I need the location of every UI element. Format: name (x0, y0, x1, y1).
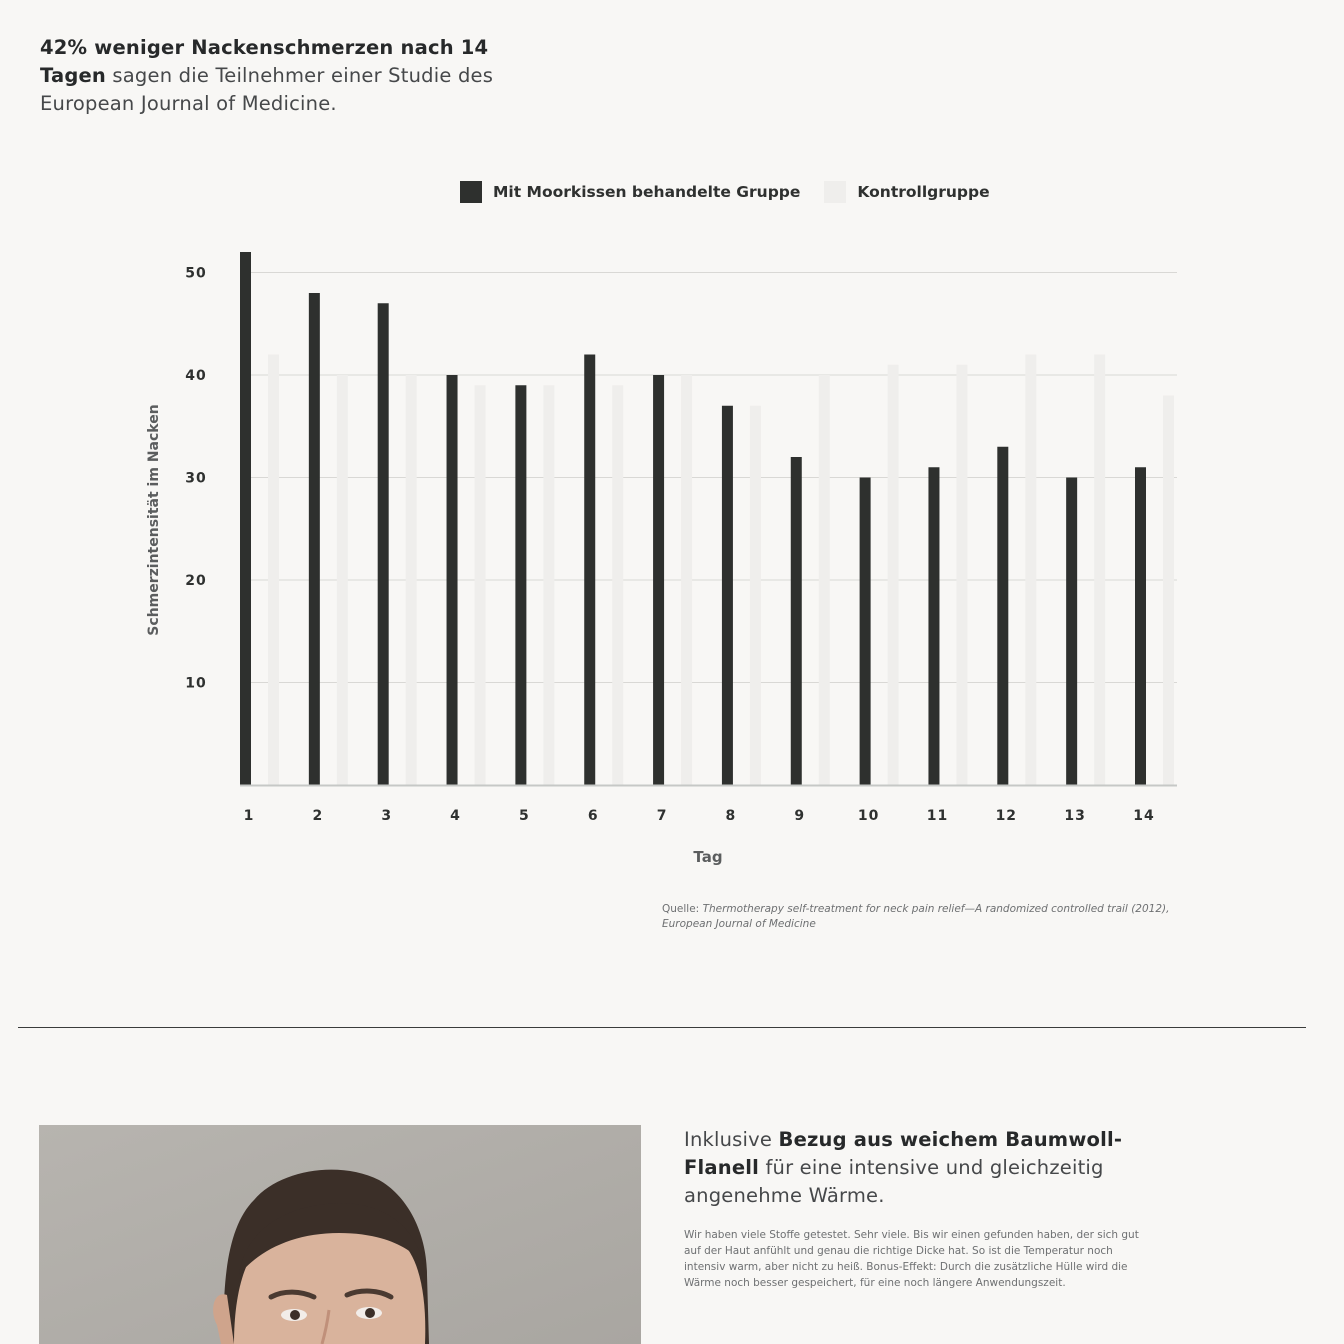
bar-treated (1135, 467, 1146, 785)
bar-control (1163, 396, 1174, 786)
chart-source (662, 902, 1182, 932)
legend-swatch-control (824, 181, 846, 203)
x-tick-label: 12 (995, 808, 1018, 824)
source-prefix: Quelle: (662, 903, 703, 915)
feature-title (684, 1126, 1144, 1210)
portrait-illustration (39, 1125, 641, 1344)
bar-treated (722, 406, 733, 785)
bar-control (1094, 355, 1105, 786)
bar-control (612, 385, 623, 785)
x-tick-label: 13 (1064, 808, 1086, 824)
x-tick-label: 9 (794, 808, 806, 824)
y-tick-label: 30 (185, 470, 207, 487)
bar-control (750, 406, 761, 785)
x-tick-label: 7 (656, 808, 668, 824)
bar-treated (860, 478, 871, 786)
headline-bold: 42% weniger Nackenschmerzen nach 14 Tagen (40, 36, 489, 87)
bar-treated (309, 293, 320, 785)
y-axis-label: Schmerzintensität im Nacken (146, 404, 162, 636)
legend-swatch-treated (460, 181, 482, 203)
bar-treated (378, 303, 389, 785)
y-tick-label: 40 (185, 368, 207, 384)
feature-title-prefix: Inklusive (684, 1128, 779, 1151)
x-tick-label: 3 (381, 808, 393, 824)
feature-body: Wir haben viele Stoffe getestet. Sehr viele. Bis wir einen gefunden haben, der sich gut auf der Haut anfühlt und genau die richtige Dicke hat. So ist die Temperatur noch intensiv warm, aber nicht zu heiß. Bonus-Effekt: Durch die zusätzliche Hülle wird die Wärme noch besser gespeichert, für eine noch längere Anwendungszeit. (684, 1229, 1139, 1289)
bar-control (475, 385, 486, 785)
x-tick-label: 8 (725, 808, 737, 824)
y-tick-label: 20 (185, 573, 207, 589)
bar-control (956, 365, 967, 785)
bar-treated (928, 467, 939, 785)
product-photo-man (39, 1125, 641, 1344)
legend-label-treated: Mit Moorkissen behandelte Gruppe (493, 183, 801, 201)
bar-control (337, 375, 348, 785)
bar-control (543, 385, 554, 785)
bar-control (888, 365, 899, 785)
x-tick-label: 4 (450, 808, 461, 824)
feature-text (684, 1126, 1144, 1291)
bar-treated (791, 457, 802, 785)
feature-title-bold: Bezug aus weichem Baumwoll-Flanell (684, 1128, 1123, 1179)
bar-control (681, 375, 692, 785)
y-tick-label: 50 (185, 265, 207, 282)
x-tick-label: 14 (1133, 808, 1155, 824)
bar-control (1025, 355, 1036, 786)
x-tick-label: 5 (519, 808, 530, 824)
feature-title-rest: für eine intensive und gleichzeitig angenehme Wärme. (684, 1156, 1104, 1207)
bar-treated (997, 447, 1008, 785)
y-tick-label: 10 (185, 675, 207, 692)
bar-treated (653, 375, 664, 785)
legend-item-control (824, 181, 989, 203)
chart-legend (460, 181, 1014, 203)
x-axis-label: Tag (693, 848, 723, 866)
x-tick-label: 1 (243, 808, 255, 824)
bar-treated (240, 252, 251, 785)
bar-treated (1066, 478, 1077, 786)
bar-treated (584, 355, 595, 786)
x-tick-label: 6 (587, 808, 599, 824)
legend-item-treated (460, 181, 800, 203)
bar-control (406, 375, 417, 785)
x-tick-label: 2 (312, 808, 324, 824)
x-tick-label: 10 (857, 808, 880, 824)
x-tick-label: 11 (926, 808, 949, 824)
bar-treated (515, 385, 526, 785)
headline-rest: sagen die Teilnehmer einer Studie des European Journal of Medicine. (40, 64, 494, 115)
source-citation: Thermotherapy self-treatment for neck pain relief—A randomized controlled trail (2012), European Journal of Medicine (662, 903, 1170, 930)
bar-control (268, 355, 279, 786)
bar-control (819, 375, 830, 785)
section-divider (18, 1027, 1306, 1028)
bar-treated (447, 375, 458, 785)
legend-label-control: Kontrollgruppe (857, 183, 990, 201)
